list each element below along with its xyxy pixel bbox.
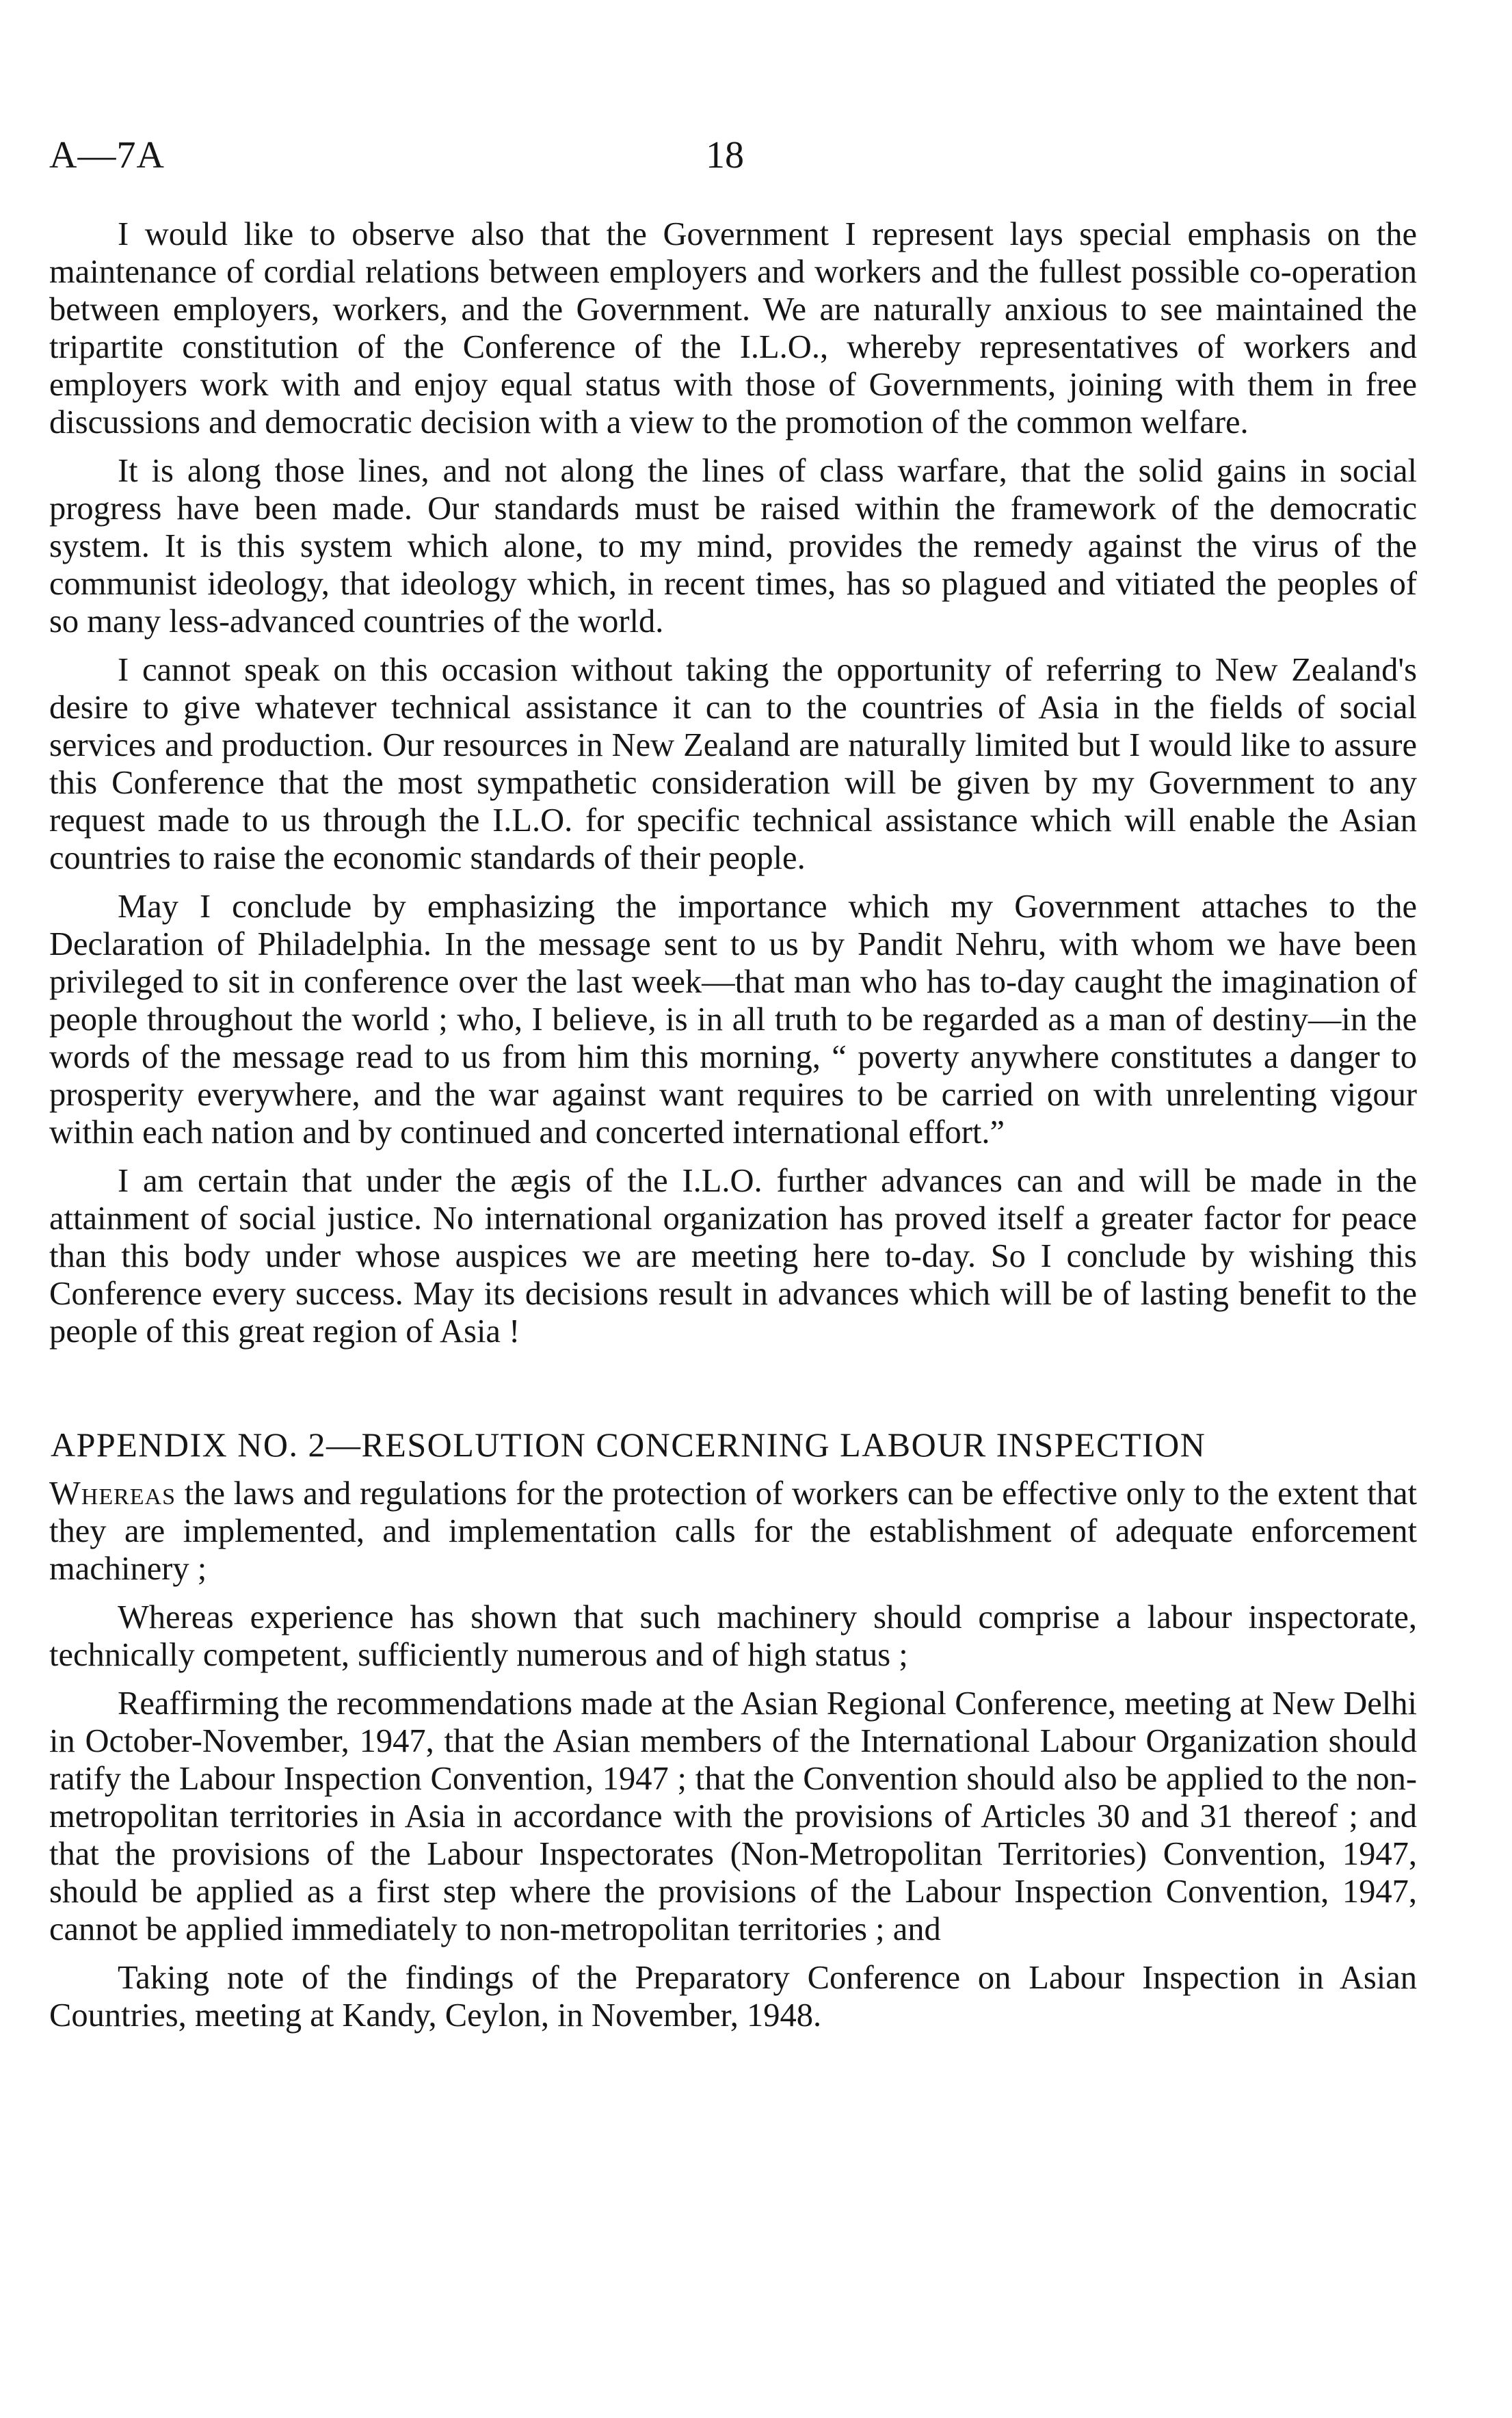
appendix-section (49, 1424, 1417, 2034)
page-number: 18 (706, 134, 744, 176)
paragraph: I cannot speak on this occasion without taking the opportunity of referring to New Zealand's desire to give whatever technical assistance it can to the countries of Asia in the fields of social services and production. Our resources in New Zealand are naturally limited but I would like to assure this Conference that the most sympathetic consideration will be given by my Government to any request made to us through the I.L.O. for specific technical assistance which will enable the Asian countries to raise the economic standards of their people. (49, 652, 1417, 876)
page-header (49, 133, 1458, 181)
lead-word: Whereas (49, 1475, 176, 1512)
appendix-paragraph: Taking note of the findings of the Preparatory Conference on Labour Inspection in Asian Countries, meeting at Kandy, Ceylon, in November, 1948. (49, 1960, 1417, 2034)
section-spacer (49, 1361, 1417, 1424)
appendix-paragraph (49, 1475, 1417, 1588)
paragraph: I am certain that under the ægis of the I.L.O. further advances can and will be made in the attainment of social justice. No international organization has proved itself a greater factor for peace than this body under whose auspices we are meeting here to-day. So I conclude by wishing this Conference every success. May its decisions result in advances which will be of lasting benefit to the people of this great region of Asia ! (49, 1163, 1417, 1350)
paragraph-text: the laws and regulations for the protection of workers can be effective only to the extent that they are implemented, and implementation calls for the establishment of adequate enforcement machinery ; (49, 1475, 1417, 1587)
appendix-paragraph: Reaffirming the recommendations made at the Asian Regional Conference, meeting at New Delhi in October-November, 1947, that the Asian members of the International Labour Organization should ratify the Labour Inspection Convention, 1947 ; that the Convention should also be applied to the non-metropolitan territories in Asia in accordance with the provisions of Articles 30 and 31 thereof ; and that the provisions of the Labour Inspectorates (Non-Metropolitan Territories) Convention, 1947, should be applied as a first step where the provisions of the Labour Inspection Convention, 1947, cannot be applied immediately to non-metropolitan territories ; and (49, 1685, 1417, 1947)
appendix-heading: APPENDIX NO. 2—RESOLUTION CONCERNING LABOUR INSPECTION (51, 1425, 1206, 1464)
body-text (49, 215, 1417, 2045)
paragraph: May I conclude by emphasizing the importance which my Government attaches to the Declaration of Philadelphia. In the message sent to us by Pandit Nehru, with whom we have been privileged to sit in conference over the last week—that man who has to-day caught the imagination of people throughout the world ; who, I believe, is in all truth to be regarded as a man of destiny—in the words of the message read to us from him this morning, “ poverty anywhere constitutes a danger to prosperity everywhere, and the war against want requires to be carried on with unrelenting vigour within each nation and by continued and concerted international effort.” (49, 889, 1417, 1151)
paragraph: I would like to observe also that the Government I represent lays special emphasis on the maintenance of cordial relations between employers and workers and the fullest possible co-operation between employers, workers, and the Government. We are naturally anxious to see maintained the tripartite constitution of the Conference of the I.L.O., whereby representatives of workers and employers work with and enjoy equal status with those of Governments, joining with them in free discussions and democratic decision with a view to the promotion of the common welfare. (49, 216, 1417, 441)
appendix-paragraph: Whereas experience has shown that such machinery should comprise a labour inspectorate, technically competent, sufficiently numerous and of high status ; (49, 1599, 1417, 1673)
document-reference: A—7A (49, 134, 165, 176)
paragraph: It is along those lines, and not along the lines of class warfare, that the solid gains in social progress have been made. Our standards must be raised within the framework of the democratic system. It is this system which alone, to my mind, provides the remedy against the virus of the communist ideology, that ideology which, in recent times, has so plagued and vitiated the peoples of so many less-advanced countries of the world. (49, 453, 1417, 640)
